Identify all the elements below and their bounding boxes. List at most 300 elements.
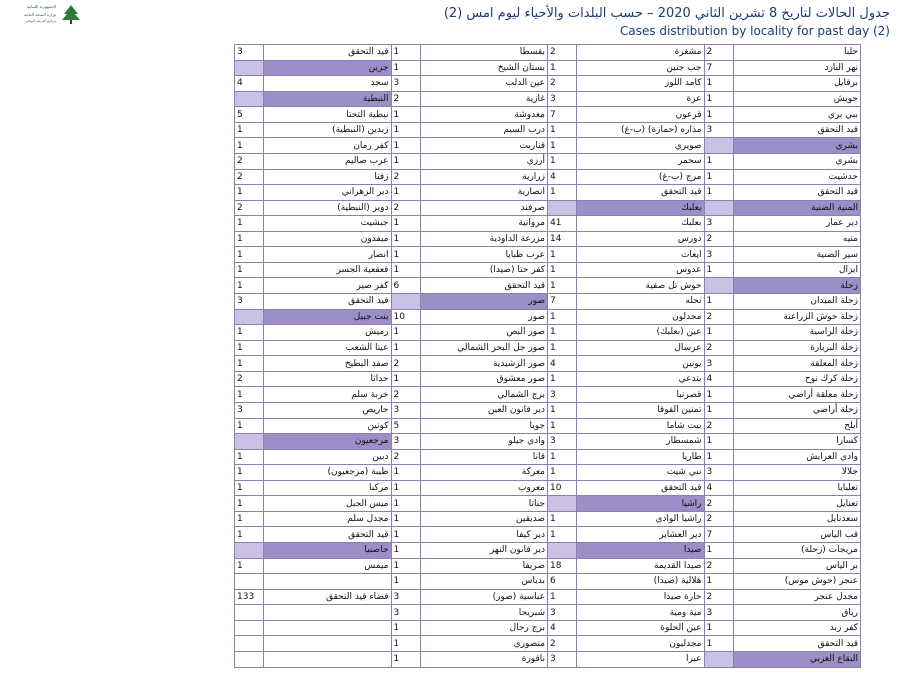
cases-table (234, 44, 861, 668)
locality-name-cell: منيه (733, 231, 860, 247)
case-count-cell: 1 (235, 247, 264, 263)
case-count-cell: 1 (391, 651, 420, 667)
case-count-cell: 3 (391, 605, 420, 621)
locality-name-cell: نبي شيت (577, 465, 704, 481)
locality-name-cell: غازية (420, 91, 547, 107)
locality-name-cell: دبين (264, 449, 391, 465)
case-count-cell: 1 (548, 60, 577, 76)
table-row (235, 278, 861, 294)
locality-name-cell: سعدنايل (733, 511, 860, 527)
district-header-cell: جزين (264, 60, 391, 76)
case-count-cell: 7 (548, 107, 577, 123)
case-count-cell: 3 (235, 45, 264, 61)
case-count-cell: 18 (548, 558, 577, 574)
locality-name-cell: صفد البطيخ (264, 356, 391, 372)
locality-name-cell: عباسية (صور) (420, 589, 547, 605)
locality-name-cell: صور (420, 309, 547, 325)
logo-line-3: برنامج الترصد الوبائي (25, 19, 56, 23)
case-count-cell: 2 (704, 231, 733, 247)
locality-name-cell: صرفند (420, 200, 547, 216)
case-count-cell: 1 (548, 527, 577, 543)
case-count-cell: 1 (548, 449, 577, 465)
table-row (235, 153, 861, 169)
case-count-cell: 2 (704, 309, 733, 325)
case-count-cell: 3 (704, 605, 733, 621)
case-count-cell (235, 620, 264, 636)
locality-name-cell: مجدليون (577, 636, 704, 652)
locality-name-cell: قيد التحقق (577, 480, 704, 496)
locality-name-cell: مغدوشة (420, 107, 547, 123)
case-count-cell: 1 (235, 496, 264, 512)
case-count-cell (235, 309, 264, 325)
case-count-cell: 7 (704, 527, 733, 543)
case-count-cell: 4 (548, 356, 577, 372)
locality-name-cell: قيد التحقق (733, 636, 860, 652)
table-row (235, 107, 861, 123)
case-count-cell: 1 (548, 262, 577, 278)
locality-name-cell: حدشيت (733, 169, 860, 185)
case-count-cell (235, 651, 264, 667)
locality-name-cell: دير الزهراني (264, 185, 391, 201)
locality-name-cell: بيت شاما (577, 418, 704, 434)
locality-name-cell: حاريص (264, 402, 391, 418)
locality-name-cell: بتدعي (577, 371, 704, 387)
case-count-cell: 2 (391, 387, 420, 403)
locality-name-cell: قيد التحقق (733, 185, 860, 201)
case-count-cell (704, 651, 733, 667)
locality-name-cell: كفر زبد (733, 620, 860, 636)
table-row (235, 620, 861, 636)
case-count-cell: 1 (548, 153, 577, 169)
locality-name-cell: مجدل عنجر (733, 589, 860, 605)
case-count-cell: 1 (235, 340, 264, 356)
locality-name-cell: كسارا (733, 434, 860, 450)
case-count-cell (235, 636, 264, 652)
case-count-cell: 1 (548, 138, 577, 154)
case-count-cell: 3 (704, 122, 733, 138)
locality-name-cell: صور البص (420, 325, 547, 341)
locality-name-cell: ايزال (733, 262, 860, 278)
case-count-cell: 1 (235, 527, 264, 543)
locality-name-cell: زحلة الراسية (733, 325, 860, 341)
locality-name-cell: حوش تل صفية (577, 278, 704, 294)
case-count-cell (548, 200, 577, 216)
case-count-cell: 1 (548, 185, 577, 201)
district-header-cell: النبطية (264, 91, 391, 107)
case-count-cell: 1 (548, 247, 577, 263)
locality-name-cell: كفر صير (264, 278, 391, 294)
case-count-cell: 2 (548, 76, 577, 92)
locality-name-cell: انصارية (420, 185, 547, 201)
table-row (235, 356, 861, 372)
case-count-cell: 3 (391, 402, 420, 418)
case-count-cell: 1 (235, 558, 264, 574)
case-count-cell: 1 (235, 387, 264, 403)
case-count-cell: 1 (235, 480, 264, 496)
locality-name-cell: عرب صاليم (264, 153, 391, 169)
case-count-cell: 1 (391, 465, 420, 481)
district-header-cell: بشري (733, 138, 860, 154)
locality-name-cell: مركبا (264, 480, 391, 496)
locality-name-cell: أبلح (733, 418, 860, 434)
case-count-cell: 1 (704, 402, 733, 418)
ministry-logo (6, 4, 116, 34)
locality-name-cell: مزرعة الداودية (420, 231, 547, 247)
cases-table-body (235, 45, 861, 668)
case-count-cell: 14 (548, 231, 577, 247)
locality-name-cell: جويا (420, 418, 547, 434)
case-count-cell: 2 (704, 418, 733, 434)
table-row (235, 558, 861, 574)
locality-name-cell: يونين (577, 356, 704, 372)
locality-name-cell: صويري (577, 138, 704, 154)
locality-name-cell: تعنايل (733, 496, 860, 512)
table-row (235, 589, 861, 605)
locality-name-cell: زحلة معلقة أراضي (733, 387, 860, 403)
district-header-cell: البقاع الغربي (733, 651, 860, 667)
case-count-cell: 1 (235, 278, 264, 294)
locality-name-cell: خربة سلم (264, 387, 391, 403)
table-row (235, 543, 861, 559)
case-count-cell: 1 (235, 262, 264, 278)
case-count-cell: 41 (548, 216, 577, 232)
table-row (235, 371, 861, 387)
case-count-cell: 1 (704, 387, 733, 403)
case-count-cell: 1 (235, 356, 264, 372)
case-count-cell: 3 (704, 216, 733, 232)
case-count-cell: 1 (548, 402, 577, 418)
table-row (235, 122, 861, 138)
locality-name-cell: كفر حتا (صيدا) (420, 262, 547, 278)
locality-name-cell: رياق (733, 605, 860, 621)
district-header-cell: صيدا (577, 543, 704, 559)
locality-name-cell: صور الرشيدية (420, 356, 547, 372)
table-row (235, 449, 861, 465)
table-row (235, 262, 861, 278)
case-count-cell (235, 434, 264, 450)
locality-name-cell: صريفا (420, 558, 547, 574)
locality-name-cell: زرارية (420, 169, 547, 185)
locality-name-cell: ميمس (264, 558, 391, 574)
case-count-cell: 2 (235, 153, 264, 169)
case-count-cell: 6 (548, 574, 577, 590)
table-row (235, 402, 861, 418)
table-row (235, 76, 861, 92)
case-count-cell (235, 60, 264, 76)
locality-name-cell: رميش (264, 325, 391, 341)
locality-name-cell: برج رحال (420, 620, 547, 636)
table-row (235, 247, 861, 263)
table-row (235, 325, 861, 341)
case-count-cell: 6 (391, 278, 420, 294)
case-count-cell: 3 (548, 387, 577, 403)
locality-name-cell: دير قانون النهر (420, 543, 547, 559)
case-count-cell: 3 (548, 91, 577, 107)
locality-name-cell: نحله (577, 294, 704, 310)
case-count-cell: 1 (391, 138, 420, 154)
locality-name-cell: بستان الشيخ (420, 60, 547, 76)
table-row (235, 434, 861, 450)
case-count-cell: 2 (391, 169, 420, 185)
locality-name-cell: طاريا (577, 449, 704, 465)
case-count-cell: 2 (391, 356, 420, 372)
locality-name-cell: ايعات (577, 247, 704, 263)
case-count-cell (548, 496, 577, 512)
case-count-cell: 1 (391, 325, 420, 341)
case-count-cell: 1 (391, 620, 420, 636)
case-count-cell (704, 200, 733, 216)
case-count-cell: 1 (548, 325, 577, 341)
case-count-cell: 1 (235, 216, 264, 232)
locality-name-cell: عنجر (حوش موس) (733, 574, 860, 590)
locality-name-cell: عيتا الشعب (264, 340, 391, 356)
locality-name-cell: درب السيم (420, 122, 547, 138)
locality-name-cell: منصوري (420, 636, 547, 652)
table-row (235, 651, 861, 667)
locality-name-cell (264, 574, 391, 590)
locality-name-cell: زحلة كرك نوح (733, 371, 860, 387)
locality-name-cell: مية ومية (577, 605, 704, 621)
locality-name-cell: مذاره (حمازة) (ب-غ) (577, 122, 704, 138)
locality-name-cell: قرعون (577, 107, 704, 123)
case-count-cell: 1 (391, 153, 420, 169)
case-count-cell: 1 (391, 247, 420, 263)
locality-name-cell: زحلة حوش الزراعنة (733, 309, 860, 325)
case-count-cell: 1 (235, 185, 264, 201)
case-count-cell: 1 (704, 153, 733, 169)
locality-name-cell: قيد التحقق (420, 278, 547, 294)
case-count-cell: 1 (391, 574, 420, 590)
case-count-cell: 4 (548, 620, 577, 636)
case-count-cell: 2 (235, 169, 264, 185)
locality-name-cell: صيدا القديمة (577, 558, 704, 574)
table-row (235, 496, 861, 512)
case-count-cell: 1 (391, 122, 420, 138)
case-count-cell: 4 (235, 76, 264, 92)
locality-name-cell: هلالية (صيدا) (577, 574, 704, 590)
locality-name-cell: حداثا (264, 371, 391, 387)
locality-name-cell: قضاء قيد التحقق (264, 589, 391, 605)
case-count-cell: 1 (704, 543, 733, 559)
table-row (235, 185, 861, 201)
case-count-cell: 1 (235, 449, 264, 465)
logo-line-1: الجمهورية اللبنانية (26, 4, 56, 9)
case-count-cell: 2 (235, 371, 264, 387)
case-count-cell: 1 (704, 107, 733, 123)
locality-name-cell: عين (بعلبك) (577, 325, 704, 341)
table-row (235, 340, 861, 356)
locality-name-cell: بدياس (420, 574, 547, 590)
locality-name-cell: مجدل سلم (264, 511, 391, 527)
case-count-cell: 1 (704, 449, 733, 465)
case-count-cell: 1 (391, 216, 420, 232)
locality-name-cell: عرب طبايا (420, 247, 547, 263)
locality-name-cell: صور معشوق (420, 371, 547, 387)
locality-name-cell: دير قانون العين (420, 402, 547, 418)
case-count-cell: 1 (235, 418, 264, 434)
locality-name-cell: قانا (420, 449, 547, 465)
case-count-cell: 1 (548, 511, 577, 527)
case-count-cell: 3 (704, 356, 733, 372)
case-count-cell: 3 (391, 76, 420, 92)
case-count-cell: 5 (391, 418, 420, 434)
table-row (235, 387, 861, 403)
locality-name-cell (264, 620, 391, 636)
table-row (235, 636, 861, 652)
cedar-logo-icon (58, 4, 84, 26)
locality-name-cell: مروانية (420, 216, 547, 232)
locality-name-cell: برقايل (733, 76, 860, 92)
locality-name-cell: دير كيفا (420, 527, 547, 543)
locality-name-cell: قصرنبا (577, 387, 704, 403)
district-header-cell: بعلبك (577, 200, 704, 216)
case-count-cell: 1 (548, 465, 577, 481)
locality-name-cell: كامد اللوز (577, 76, 704, 92)
case-count-cell: 1 (391, 558, 420, 574)
case-count-cell: 1 (391, 231, 420, 247)
locality-name-cell: سجد (264, 76, 391, 92)
locality-name-cell: نبطية التحتا (264, 107, 391, 123)
case-count-cell: 1 (548, 340, 577, 356)
case-count-cell: 1 (548, 278, 577, 294)
case-count-cell: 2 (235, 200, 264, 216)
case-count-cell: 2 (704, 558, 733, 574)
case-count-cell: 1 (704, 262, 733, 278)
locality-name-cell: تعلبايا (733, 480, 860, 496)
case-count-cell: 4 (548, 169, 577, 185)
case-count-cell: 4 (704, 480, 733, 496)
case-count-cell: 3 (548, 651, 577, 667)
locality-name-cell: بعلبك (577, 216, 704, 232)
table-row (235, 231, 861, 247)
locality-name-cell: معروب (420, 480, 547, 496)
case-count-cell (235, 91, 264, 107)
case-count-cell: 1 (391, 60, 420, 76)
locality-name-cell: كفر رمان (264, 138, 391, 154)
case-count-cell: 1 (235, 511, 264, 527)
locality-name-cell: قعقعية الجسر (264, 262, 391, 278)
locality-name-cell: قناريت (420, 138, 547, 154)
case-count-cell: 1 (391, 543, 420, 559)
locality-name-cell: سير الضنية (733, 247, 860, 263)
table-row (235, 418, 861, 434)
case-count-cell: 1 (704, 620, 733, 636)
district-header-cell: حاصبيا (264, 543, 391, 559)
locality-name-cell: عين الحلوة (577, 620, 704, 636)
locality-name-cell: حويش (733, 91, 860, 107)
locality-name-cell: ناقورة (420, 651, 547, 667)
locality-name-cell: دير العشاير (577, 527, 704, 543)
locality-name-cell: قيد التحقق (264, 527, 391, 543)
locality-name-cell: شبريحا (420, 605, 547, 621)
case-count-cell: 1 (548, 122, 577, 138)
locality-name-cell (264, 636, 391, 652)
table-row (235, 574, 861, 590)
case-count-cell: 7 (704, 60, 733, 76)
locality-name-cell: شمسطار (577, 434, 704, 450)
case-count-cell: 2 (391, 200, 420, 216)
table-row (235, 465, 861, 481)
locality-name-cell: عزة (577, 91, 704, 107)
locality-name-cell: زحلة المعلقة (733, 356, 860, 372)
case-count-cell: 1 (235, 231, 264, 247)
case-count-cell: 2 (391, 449, 420, 465)
case-count-cell: 1 (235, 465, 264, 481)
case-count-cell: 2 (548, 636, 577, 652)
case-count-cell: 1 (391, 45, 420, 61)
district-header-cell: بنت جبيل (264, 309, 391, 325)
case-count-cell: 3 (704, 247, 733, 263)
locality-name-cell: قيد التحقق (264, 45, 391, 61)
case-count-cell: 1 (391, 262, 420, 278)
locality-name-cell: صور جل البحر الشمالي (420, 340, 547, 356)
case-count-cell: 3 (704, 465, 733, 481)
locality-name-cell: قيد التحقق (577, 185, 704, 201)
locality-name-cell: عدوس (577, 262, 704, 278)
locality-name-cell: زبدين (النبطية) (264, 122, 391, 138)
locality-name-cell: جلالا (733, 465, 860, 481)
locality-name-cell: زفتا (264, 169, 391, 185)
case-count-cell: 2 (704, 511, 733, 527)
case-count-cell: 10 (548, 480, 577, 496)
table-row (235, 138, 861, 154)
case-count-cell: 1 (704, 76, 733, 92)
table-row (235, 294, 861, 310)
case-count-cell: 1 (235, 325, 264, 341)
case-count-cell: 3 (548, 605, 577, 621)
case-count-cell: 133 (235, 589, 264, 605)
case-count-cell: 7 (548, 294, 577, 310)
case-count-cell: 1 (548, 589, 577, 605)
case-count-cell: 2 (704, 589, 733, 605)
locality-name-cell: مجدلون (577, 309, 704, 325)
locality-name-cell: دورس (577, 231, 704, 247)
locality-name-cell: قيد التحقق (264, 294, 391, 310)
locality-name-cell: زحلة البربارة (733, 340, 860, 356)
case-count-cell: 3 (548, 434, 577, 450)
case-count-cell: 1 (391, 107, 420, 123)
locality-name-cell: كونين (264, 418, 391, 434)
case-count-cell: 1 (391, 480, 420, 496)
case-count-cell: 1 (391, 185, 420, 201)
locality-name-cell: طيبة (مرجعيون) (264, 465, 391, 481)
page-title-english: Cases distribution by locality for past day (2) (619, 24, 890, 38)
case-count-cell: 4 (704, 371, 733, 387)
case-count-cell: 1 (235, 122, 264, 138)
locality-name-cell: جبشيت (264, 216, 391, 232)
case-count-cell: 1 (391, 371, 420, 387)
case-count-cell: 1 (704, 185, 733, 201)
locality-name-cell: ميس الجبل (264, 496, 391, 512)
case-count-cell: 2 (704, 496, 733, 512)
locality-name-cell: زحلة الميدان (733, 294, 860, 310)
locality-name-cell (264, 651, 391, 667)
case-count-cell: 1 (391, 527, 420, 543)
table-row (235, 60, 861, 76)
locality-name-cell: عرسال (577, 340, 704, 356)
case-count-cell (704, 278, 733, 294)
locality-name-cell: ببي بري (733, 107, 860, 123)
locality-name-cell: مريجات (زحلة) (733, 543, 860, 559)
district-header-cell: صور (420, 294, 547, 310)
locality-name-cell: راشيا الوادي (577, 511, 704, 527)
case-count-cell: 3 (391, 589, 420, 605)
case-count-cell: 1 (391, 340, 420, 356)
table-row (235, 527, 861, 543)
locality-name-cell: تمنين الفوقا (577, 402, 704, 418)
locality-name-cell: معركة (420, 465, 547, 481)
locality-name-cell: انصار (264, 247, 391, 263)
